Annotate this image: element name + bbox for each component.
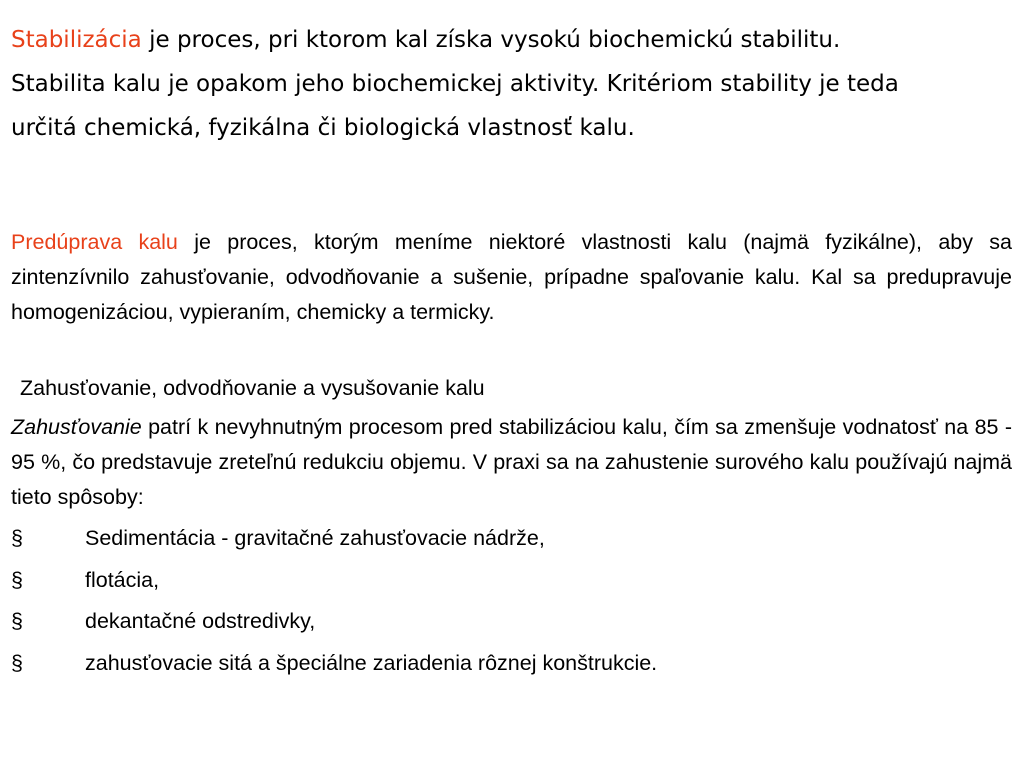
stabilizacia-term: Stabilizácia: [11, 27, 142, 53]
list-item: [11, 520, 657, 562]
bullet-icon: §: [11, 650, 23, 675]
list-item: [11, 603, 657, 645]
list-item: [11, 562, 657, 604]
section-heading: Zahusťovanie, odvodňovanie a vysušovanie kalu: [20, 376, 485, 400]
stabilizacia-paragraph: [11, 18, 911, 150]
zahustovanie-term: Zahusťovanie: [11, 415, 142, 439]
preduprava-text: je proces, ktorým meníme niektoré vlastnosti kalu (najmä fyzikálne), aby sa zintenzívnilo zahusťovanie, odvodňovanie a sušenie, prípadne spaľovanie kalu. Kal sa predupravuje homogenizáciou, vypieraním, chemicky a termicky.: [11, 230, 1012, 324]
list-item-text: flotácia,: [85, 567, 160, 592]
list-item: [11, 645, 657, 687]
zahustovanie-paragraph: [11, 410, 1012, 515]
stabilizacia-text: je proces, pri ktorom kal získa vysokú biochemickú stabilitu. Stabilita kalu je opakom jeho biochemickej aktivity. Kritériom stability je teda určitá chemická, fyzikálna či biologická vlastnosť kalu.: [11, 27, 899, 141]
bullet-icon: §: [11, 567, 23, 592]
list-item-text: dekantačné odstredivky,: [85, 609, 316, 633]
bullet-icon: §: [11, 526, 23, 550]
zahustovanie-text: patrí k nevyhnutným procesom pred stabilizáciou kalu, čím sa zmenšuje vodnatosť na 85 - 95 %, čo predstavuje zreteľnú redukciu objemu. V praxi sa na zahustenie surového kalu používajú najmä tieto spôsoby:: [11, 415, 1012, 509]
bullet-icon: §: [11, 609, 23, 633]
preduprava-paragraph: [11, 225, 1012, 330]
list-item-text: Sedimentácia - gravitačné zahusťovacie nádrže,: [85, 526, 545, 550]
list-item-text: zahusťovacie sitá a špeciálne zariadenia rôznej konštrukcie.: [85, 650, 658, 675]
methods-list: [11, 520, 657, 686]
preduprava-term: Predúprava kalu: [11, 230, 178, 254]
